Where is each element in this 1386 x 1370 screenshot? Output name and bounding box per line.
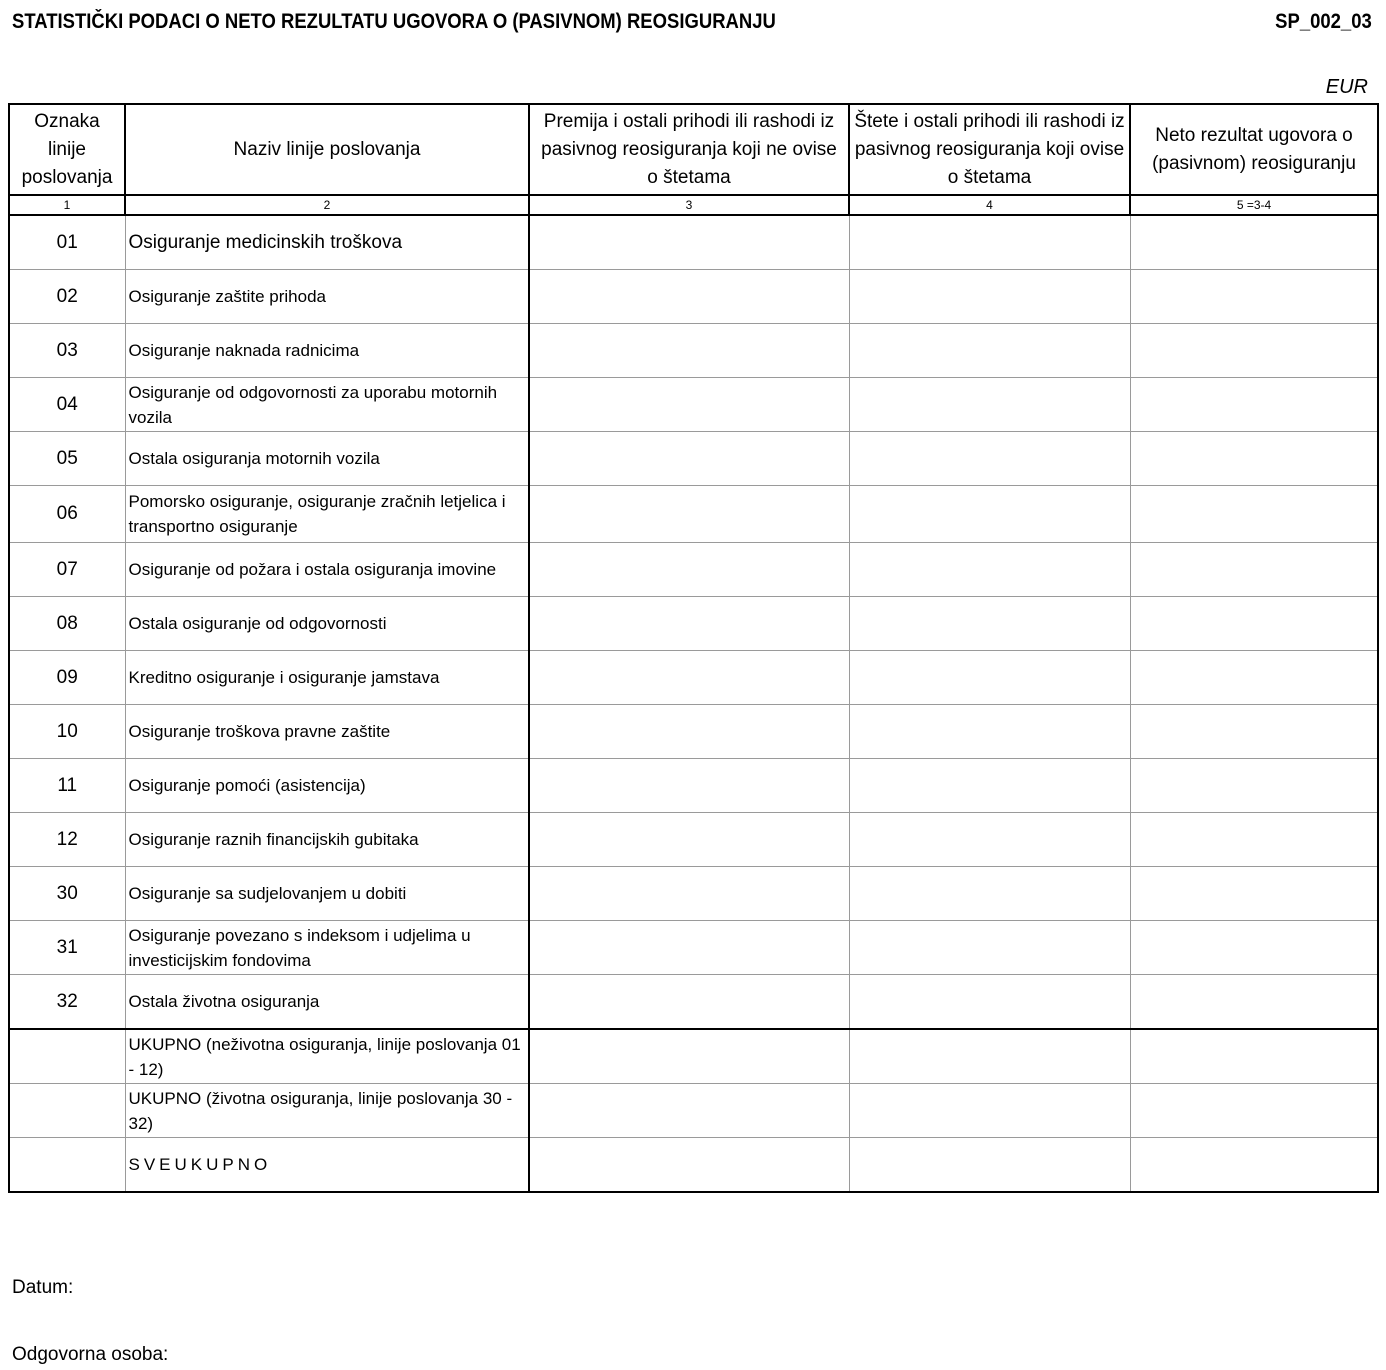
premium-cell[interactable] — [529, 597, 849, 651]
col-number: 3 — [529, 195, 849, 215]
line-code: 08 — [9, 597, 125, 651]
col-header-code: Oznaka linije poslovanja — [9, 104, 125, 195]
net-result-cell[interactable] — [1130, 543, 1378, 597]
col-header-premium: Premija i ostali prihodi ili rashodi iz pasivnog reosiguranja koji ne ovise o štetama — [529, 104, 849, 195]
claims-cell[interactable] — [849, 270, 1130, 324]
table-row — [9, 324, 1378, 378]
table-row — [9, 867, 1378, 921]
table-row — [9, 759, 1378, 813]
total-label: SVEUKUPNO — [125, 1138, 529, 1193]
premium-cell[interactable] — [529, 543, 849, 597]
claims-cell[interactable] — [849, 975, 1130, 1030]
line-name: Osiguranje od odgovornosti za uporabu motornih vozila — [125, 378, 529, 432]
line-code: 01 — [9, 215, 125, 270]
line-code: 11 — [9, 759, 125, 813]
premium-cell[interactable] — [529, 705, 849, 759]
line-code: 02 — [9, 270, 125, 324]
claims-cell[interactable] — [849, 705, 1130, 759]
net-result-cell[interactable] — [1130, 975, 1378, 1030]
premium-cell[interactable] — [529, 867, 849, 921]
report-title: STATISTIČKI PODACI O NETO REZULTATU UGOVORA O (PASIVNOM) REOSIGURANJU — [12, 10, 776, 33]
line-code — [9, 1029, 125, 1084]
date-label: Datum: — [12, 1277, 74, 1298]
line-name: Osiguranje od požara i ostala osiguranja imovine — [125, 543, 529, 597]
line-name: Osiguranje raznih financijskih gubitaka — [125, 813, 529, 867]
claims-cell[interactable] — [849, 1029, 1130, 1084]
line-name: Osiguranje zaštite prihoda — [125, 270, 529, 324]
premium-cell[interactable] — [529, 813, 849, 867]
table-row — [9, 597, 1378, 651]
col-number: 5 =3-4 — [1130, 195, 1378, 215]
claims-cell[interactable] — [849, 867, 1130, 921]
line-name: Osiguranje naknada radnicima — [125, 324, 529, 378]
line-code: 32 — [9, 975, 125, 1030]
premium-cell[interactable] — [529, 651, 849, 705]
line-code: 12 — [9, 813, 125, 867]
total-row — [9, 1029, 1378, 1084]
line-name: Pomorsko osiguranje, osiguranje zračnih letjelica i transportno osiguranje — [125, 486, 529, 543]
net-result-cell[interactable] — [1130, 705, 1378, 759]
line-code: 03 — [9, 324, 125, 378]
line-code: 07 — [9, 543, 125, 597]
premium-cell[interactable] — [529, 975, 849, 1030]
claims-cell[interactable] — [849, 651, 1130, 705]
net-result-cell[interactable] — [1130, 651, 1378, 705]
net-result-cell[interactable] — [1130, 1138, 1378, 1193]
line-name: Ostala životna osiguranja — [125, 975, 529, 1030]
table-row — [9, 813, 1378, 867]
net-result-cell[interactable] — [1130, 378, 1378, 432]
table-row — [9, 705, 1378, 759]
net-result-cell[interactable] — [1130, 921, 1378, 975]
line-code: 31 — [9, 921, 125, 975]
col-header-name: Naziv linije poslovanja — [125, 104, 529, 195]
col-header-net-result: Neto rezultat ugovora o (pasivnom) reosiguranju — [1130, 104, 1378, 195]
net-result-cell[interactable] — [1130, 486, 1378, 543]
col-number: 2 — [125, 195, 529, 215]
premium-cell[interactable] — [529, 486, 849, 543]
line-code: 09 — [9, 651, 125, 705]
premium-cell[interactable] — [529, 1138, 849, 1193]
total-row — [9, 1084, 1378, 1138]
line-code: 10 — [9, 705, 125, 759]
net-result-cell[interactable] — [1130, 270, 1378, 324]
premium-cell[interactable] — [529, 1029, 849, 1084]
claims-cell[interactable] — [849, 813, 1130, 867]
total-row — [9, 1138, 1378, 1193]
line-code — [9, 1084, 125, 1138]
total-label: UKUPNO (životna osiguranja, linije poslovanja 30 - 32) — [125, 1084, 529, 1138]
claims-cell[interactable] — [849, 543, 1130, 597]
premium-cell[interactable] — [529, 270, 849, 324]
net-result-cell[interactable] — [1130, 1084, 1378, 1138]
claims-cell[interactable] — [849, 486, 1130, 543]
premium-cell[interactable] — [529, 921, 849, 975]
claims-cell[interactable] — [849, 432, 1130, 486]
currency-label: EUR — [1325, 76, 1368, 98]
line-code — [9, 1138, 125, 1193]
header-row — [9, 104, 1378, 195]
responsible-person-label: Odgovorna osoba: — [12, 1344, 169, 1365]
net-result-cell[interactable] — [1130, 813, 1378, 867]
table-row — [9, 215, 1378, 270]
table-row — [9, 651, 1378, 705]
net-result-cell[interactable] — [1130, 1029, 1378, 1084]
claims-cell[interactable] — [849, 215, 1130, 270]
table-row — [9, 270, 1378, 324]
total-label: UKUPNO (neživotna osiguranja, linije poslovanja 01 - 12) — [125, 1029, 529, 1084]
claims-cell[interactable] — [849, 597, 1130, 651]
premium-cell[interactable] — [529, 324, 849, 378]
claims-cell[interactable] — [849, 921, 1130, 975]
net-result-cell[interactable] — [1130, 215, 1378, 270]
claims-cell[interactable] — [849, 324, 1130, 378]
column-number-row — [9, 195, 1378, 215]
net-result-cell[interactable] — [1130, 867, 1378, 921]
line-code: 04 — [9, 378, 125, 432]
line-code: 05 — [9, 432, 125, 486]
line-name: Ostala osiguranja motornih vozila — [125, 432, 529, 486]
table-row — [9, 378, 1378, 432]
line-code: 06 — [9, 486, 125, 543]
table-row — [9, 921, 1378, 975]
premium-cell[interactable] — [529, 759, 849, 813]
table-row — [9, 543, 1378, 597]
col-header-claims: Štete i ostali prihodi ili rashodi iz pasivnog reosiguranja koji ovise o štetama — [849, 104, 1130, 195]
premium-cell[interactable] — [529, 378, 849, 432]
col-number: 1 — [9, 195, 125, 215]
form-code: SP_002_03 — [1275, 10, 1372, 33]
net-result-cell[interactable] — [1130, 759, 1378, 813]
net-result-cell[interactable] — [1130, 324, 1378, 378]
net-result-cell[interactable] — [1130, 432, 1378, 486]
claims-cell[interactable] — [849, 378, 1130, 432]
line-name: Kreditno osiguranje i osiguranje jamstava — [125, 651, 529, 705]
col-number: 4 — [849, 195, 1130, 215]
premium-cell[interactable] — [529, 215, 849, 270]
table-row — [9, 486, 1378, 543]
line-name: Osiguranje povezano s indeksom i udjelima u investicijskim fondovima — [125, 921, 529, 975]
line-code: 30 — [9, 867, 125, 921]
claims-cell[interactable] — [849, 759, 1130, 813]
line-name: Osiguranje pomoći (asistencija) — [125, 759, 529, 813]
premium-cell[interactable] — [529, 1084, 849, 1138]
table-row — [9, 432, 1378, 486]
claims-cell[interactable] — [849, 1084, 1130, 1138]
premium-cell[interactable] — [529, 432, 849, 486]
net-result-cell[interactable] — [1130, 597, 1378, 651]
table-row — [9, 975, 1378, 1030]
claims-cell[interactable] — [849, 1138, 1130, 1193]
reinsurance-table — [8, 103, 1379, 1193]
line-name: Osiguranje troškova pravne zaštite — [125, 705, 529, 759]
line-name: Ostala osiguranje od odgovornosti — [125, 597, 529, 651]
line-name: Osiguranje sa sudjelovanjem u dobiti — [125, 867, 529, 921]
line-name: Osiguranje medicinskih troškova — [125, 215, 529, 270]
